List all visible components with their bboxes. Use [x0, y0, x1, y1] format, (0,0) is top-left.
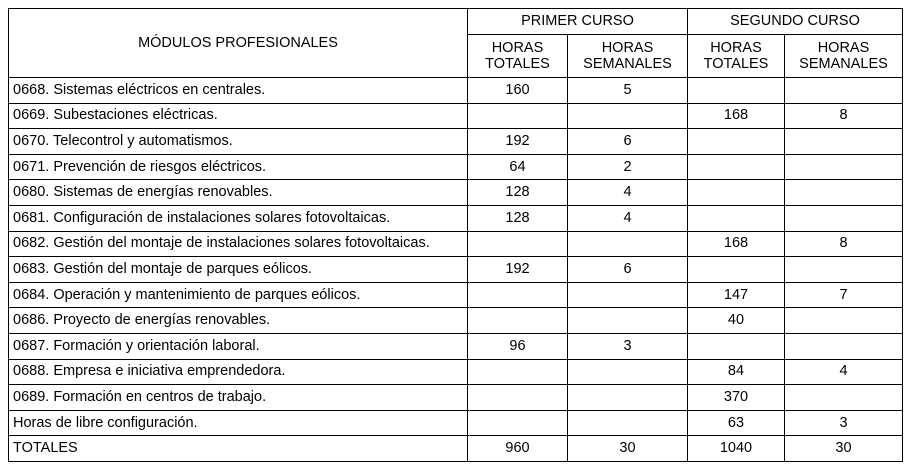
primer-horas-totales: 128	[468, 180, 568, 206]
module-name: 0689. Formación en centros de trabajo.	[9, 385, 468, 411]
segundo-horas-semanales: 8	[785, 231, 903, 257]
segundo-horas-totales	[688, 78, 785, 104]
primer-horas-totales: 192	[468, 257, 568, 283]
primer-curso-header: PRIMER CURSO	[468, 9, 688, 35]
segundo-horas-totales: 84	[688, 359, 785, 385]
module-name: 0670. Telecontrol y automatismos.	[9, 129, 468, 155]
segundo-horas-totales	[688, 333, 785, 359]
primer-horas-semanales	[568, 308, 688, 334]
module-name: 0684. Operación y mantenimiento de parques eólicos.	[9, 282, 468, 308]
segundo-horas-totales: 40	[688, 308, 785, 334]
segundo-horas-semanales-header	[785, 35, 903, 78]
primer-horas-totales	[468, 410, 568, 436]
segundo-horas-semanales: 8	[785, 103, 903, 129]
primer-horas-semanales	[568, 103, 688, 129]
segundo-horas-totales	[688, 129, 785, 155]
module-name: Horas de libre configuración.	[9, 410, 468, 436]
segundo-horas-semanales: 3	[785, 410, 903, 436]
primer-horas-totales: 960	[468, 436, 568, 462]
segundo-horas-semanales	[785, 308, 903, 334]
segundo-horas-totales	[688, 154, 785, 180]
module-name: 0687. Formación y orientación laboral.	[9, 333, 468, 359]
segundo-horas-semanales	[785, 205, 903, 231]
header-line: HORAS	[601, 40, 654, 56]
header-line: TOTALES	[703, 56, 769, 72]
segundo-horas-semanales	[785, 333, 903, 359]
primer-horas-totales: 192	[468, 129, 568, 155]
segundo-horas-semanales	[785, 154, 903, 180]
module-name: 0680. Sistemas de energías renovables.	[9, 180, 468, 206]
totals-label: TOTALES	[9, 436, 468, 462]
segundo-horas-semanales: 4	[785, 359, 903, 385]
primer-horas-semanales	[568, 359, 688, 385]
table-row	[9, 154, 903, 180]
header-line: HORAS	[817, 40, 870, 56]
module-name: 0669. Subestaciones eléctricas.	[9, 103, 468, 129]
module-name: 0668. Sistemas eléctricos en centrales.	[9, 78, 468, 104]
module-name: 0686. Proyecto de energías renovables.	[9, 308, 468, 334]
primer-horas-totales: 96	[468, 333, 568, 359]
primer-horas-semanales: 3	[568, 333, 688, 359]
header-line: TOTALES	[485, 56, 550, 72]
primer-horas-semanales: 2	[568, 154, 688, 180]
primer-horas-semanales	[568, 282, 688, 308]
primer-horas-totales: 64	[468, 154, 568, 180]
header-row-top	[9, 9, 903, 35]
module-name: 0682. Gestión del montaje de instalaciones solares fotovoltaicas.	[9, 231, 468, 257]
primer-horas-semanales: 4	[568, 205, 688, 231]
primer-horas-semanales: 4	[568, 180, 688, 206]
primer-horas-semanales	[568, 410, 688, 436]
module-name: 0688. Empresa e iniciativa emprendedora.	[9, 359, 468, 385]
primer-horas-totales	[468, 231, 568, 257]
table-container	[8, 8, 903, 462]
table-row	[9, 282, 903, 308]
segundo-horas-semanales	[785, 78, 903, 104]
primer-horas-semanales: 6	[568, 257, 688, 283]
header-line: SEMANALES	[583, 56, 672, 72]
primer-horas-totales	[468, 308, 568, 334]
totals-row	[9, 436, 903, 462]
primer-horas-totales: 160	[468, 78, 568, 104]
table-row	[9, 385, 903, 411]
table-row	[9, 333, 903, 359]
segundo-horas-totales	[688, 257, 785, 283]
primer-horas-semanales-header	[568, 35, 688, 78]
segundo-horas-totales-header	[688, 35, 785, 78]
header-line: HORAS	[491, 40, 544, 56]
segundo-horas-totales: 370	[688, 385, 785, 411]
segundo-horas-semanales	[785, 385, 903, 411]
segundo-horas-totales: 63	[688, 410, 785, 436]
segundo-horas-totales: 1040	[688, 436, 785, 462]
table-row	[9, 129, 903, 155]
table-row	[9, 359, 903, 385]
primer-horas-semanales	[568, 231, 688, 257]
primer-horas-totales	[468, 359, 568, 385]
module-name: 0683. Gestión del montaje de parques eólicos.	[9, 257, 468, 283]
module-name: 0681. Configuración de instalaciones solares fotovoltaicas.	[9, 205, 468, 231]
table-row	[9, 257, 903, 283]
primer-horas-semanales: 5	[568, 78, 688, 104]
segundo-horas-totales: 147	[688, 282, 785, 308]
segundo-horas-totales	[688, 205, 785, 231]
primer-horas-semanales: 30	[568, 436, 688, 462]
segundo-horas-totales: 168	[688, 231, 785, 257]
primer-horas-totales	[468, 385, 568, 411]
table-row	[9, 103, 903, 129]
primer-horas-totales: 128	[468, 205, 568, 231]
table-row	[9, 205, 903, 231]
segundo-curso-header: SEGUNDO CURSO	[688, 9, 903, 35]
segundo-horas-semanales	[785, 257, 903, 283]
modules-hours-table	[8, 8, 903, 462]
segundo-horas-semanales: 30	[785, 436, 903, 462]
table-row	[9, 231, 903, 257]
modules-column-header: MÓDULOS PROFESIONALES	[9, 9, 468, 78]
primer-horas-semanales: 6	[568, 129, 688, 155]
segundo-horas-semanales	[785, 180, 903, 206]
table-row	[9, 410, 903, 436]
table-row	[9, 308, 903, 334]
segundo-horas-semanales	[785, 129, 903, 155]
primer-horas-semanales	[568, 385, 688, 411]
segundo-horas-semanales: 7	[785, 282, 903, 308]
header-line: SEMANALES	[799, 56, 888, 72]
primer-horas-totales	[468, 103, 568, 129]
table-row	[9, 180, 903, 206]
primer-horas-totales	[468, 282, 568, 308]
segundo-horas-totales: 168	[688, 103, 785, 129]
primer-horas-totales-header	[468, 35, 568, 78]
header-line: HORAS	[710, 40, 762, 56]
segundo-horas-totales	[688, 180, 785, 206]
table-row	[9, 78, 903, 104]
module-name: 0671. Prevención de riesgos eléctricos.	[9, 154, 468, 180]
